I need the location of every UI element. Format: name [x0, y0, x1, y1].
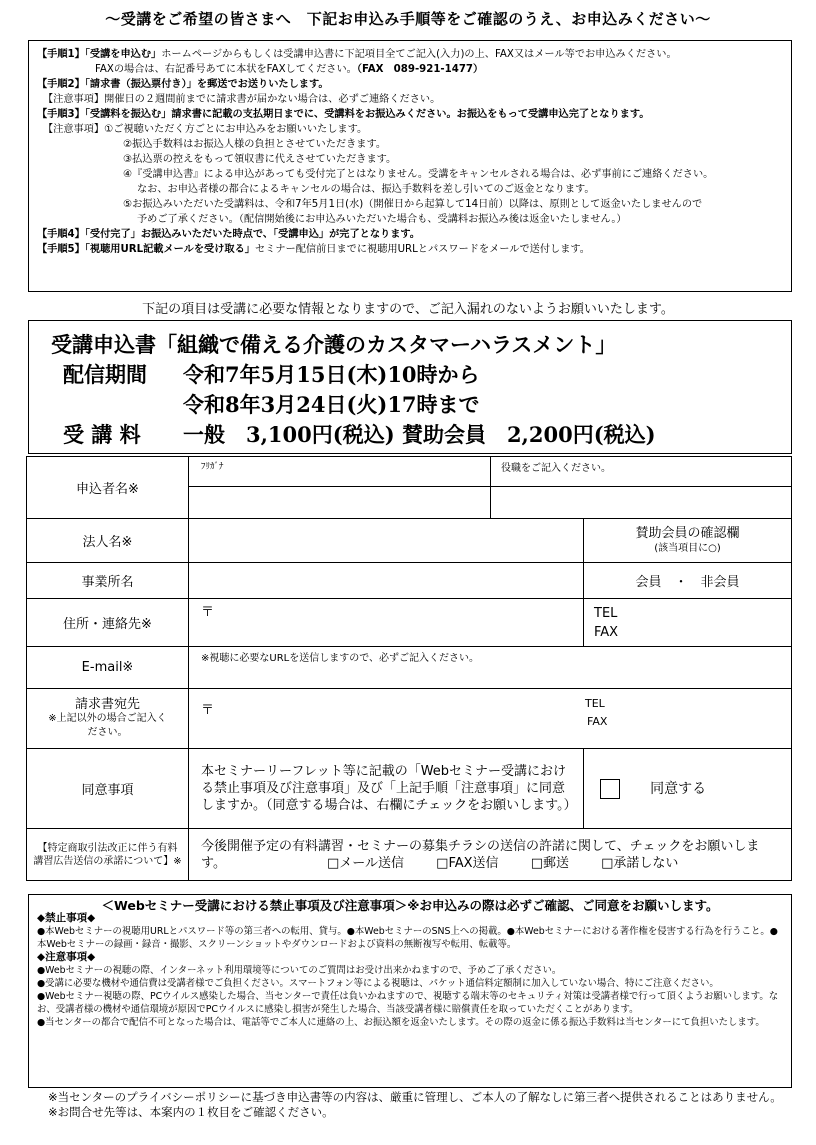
step2: 【手順2】「請求書（振込票付き）」を郵送でお送りいたします。: [37, 79, 329, 90]
step1-title: 【手順1】「受講を申込む」: [37, 49, 162, 60]
fax-label: FAX: [594, 624, 619, 640]
application-form: [26, 456, 792, 881]
step5-title: 【手順5】「視聴用URL記載メールを受け取る」: [37, 244, 255, 255]
note-title: ◆注意事項◆: [37, 951, 96, 963]
email-note: ※視聴に必要なURLを送信しますので、必ずご記入ください。: [201, 653, 480, 664]
law-text: 今後開催予定の有料講習・セミナーの募集チラシの送信の許諾に関して、チェックをお願いします。: [201, 838, 760, 871]
corp-field[interactable]: [189, 519, 584, 563]
step1-fax-text: FAXの場合は、右記番号あてに本状をFAXしてください。: [95, 64, 357, 75]
address-field[interactable]: [189, 599, 584, 647]
email-label: E-mail※: [27, 647, 189, 689]
email-field[interactable]: [189, 647, 792, 689]
billing-label: 請求書宛先: [74, 696, 140, 712]
position-field[interactable]: [491, 457, 792, 487]
office-field[interactable]: [189, 563, 584, 599]
step1-text: ホームページからもしくは受講申込書に下記項目全てご記入(入力)の上、FAX又はメール等でお申込みください。: [161, 49, 677, 60]
postal-mark: 〒: [201, 605, 215, 620]
ban-title: ◆禁止事項◆: [37, 912, 96, 924]
rules-box: [28, 894, 792, 1088]
procedure-box: [28, 40, 792, 292]
corp-label: 法人名※: [27, 519, 189, 563]
billing-field[interactable]: [189, 689, 792, 749]
law-label: 【特定商取引法改正に伴う有料講習広告送信の承諾について】※: [27, 829, 189, 881]
step3-note5: ⑤お振込みいただいた受講料は、令和7年5月1日(水)（開催日から起算して14日前）以降は、原則として返金いたしませんので: [123, 199, 703, 210]
step2-note: 【注意事項】開催日の２週間前までに請求書が届かない場合は、必ずご連絡ください。: [43, 94, 441, 105]
period-label: 配信期間: [63, 362, 147, 387]
consent-check-cell[interactable]: [584, 749, 792, 829]
applicant-name-field[interactable]: [189, 487, 491, 519]
fee-text: 一般 3,100円(税込) 賛助会員 2,200円(税込): [183, 422, 656, 447]
member-check-header: [584, 519, 792, 563]
period-end: 令和8年3月24日(火)17時まで: [183, 392, 480, 417]
option-decline[interactable]: □承諾しない: [601, 855, 679, 871]
tel-label: TEL: [594, 605, 618, 621]
position-name-field[interactable]: [491, 487, 792, 519]
step4: 【手順4】「受付完了」お振込みいただいた時点で、「受講申込」が完了となります。: [37, 229, 420, 240]
step3: 【手順3】「受講料を振込む」請求書に記載の支払期日までに、受講料をお振込みください。お振込をもって受講申込完了となります。: [37, 109, 650, 120]
consent-text: 本セミナーリーフレット等に記載の「Webセミナー受講における禁止事項及び注意事項」及び「上記手順「注意事項」に同意しますか。（同意する場合は、右欄にチェックをお願いします。）: [189, 749, 584, 829]
billing-fax: FAX: [587, 715, 608, 728]
rules-header: ＜Webセミナー受講における禁止事項及び注意事項＞※お申込みの際は必ずご確認、ご同意をお願いします。: [101, 898, 719, 913]
note-3: ●Webセミナー視聴の際、PCウイルス感染した場合、当センターで責任は負いかねますので、視聴する端末等のセキュリティ対策は受講者様で行って頂くようお願いします。なお、受講者様の機材や通信環境が原因でPCウイルスに感染し損害が発生した場合、当該受講者様に賠償責任を取っていただくことがあります。: [37, 991, 779, 1015]
note-1: ●Webセミナーの視聴の際、インターネット利用環境等についてのご質問はお受け出来かねますので、予めご了承ください。: [37, 965, 562, 976]
option-fax[interactable]: □FAX送信: [436, 855, 499, 871]
note-2: ●受講に必要な機材や通信費は受講者様でご負担ください。スマートフォン等による視聴は、パケット通信料定額制に加入していない場合、特にご注意ください。: [37, 978, 719, 989]
furigana-label: ﾌﾘｶﾞﾅ: [201, 462, 224, 472]
privacy-footer: ※当センターのプライバシーポリシーに基づき申込書等の内容は、厳重に管理し、ご本人の了解なしに第三者へ提供されることはありません。※お問合せ先等は、本案内の１枚目をご確認ください。: [48, 1090, 782, 1119]
fee-label: 受 講 料: [63, 422, 141, 447]
step3-note5b: 予めご了承ください。（配信開始後にお申込みいただいた場合も、受講料お振込み後は返金いたしません。）: [137, 214, 627, 225]
billing-label-cell: [27, 689, 189, 749]
billing-postal: 〒: [201, 703, 215, 718]
billing-tel: TEL: [585, 697, 605, 710]
fill-note: 下記の項目は受講に必要な情報となりますので、ご記入漏れのないようお願いいたします。: [142, 302, 674, 317]
note-4: ●当センターの都合で配信不可となった場合は、電話等でご本人に連絡の上、お振込額を返金いたします。その際の返金に係る振込手数料は当センターにて負担いたします。: [37, 1017, 765, 1028]
option-mail[interactable]: □メール送信: [327, 855, 405, 871]
billing-sub: ※上記以外の場合ご記入ください。: [48, 712, 167, 738]
fax-number: （FAX 089-921-1477）: [356, 64, 484, 75]
law-options: [201, 855, 779, 872]
step5-text: セミナー配信前日までに視聴用URLとパスワードをメールで送付します。: [254, 244, 590, 255]
option-post[interactable]: □郵送: [530, 855, 569, 871]
period-start: 令和7年5月15日(木)10時から: [183, 362, 480, 387]
member-check-title: 賛助会員の確認欄: [635, 525, 740, 541]
agree-label: 同意する: [650, 780, 707, 797]
office-label: 事業所名: [27, 563, 189, 599]
title-box: [28, 320, 792, 454]
member-select[interactable]: 会員 ・ 非会員: [584, 563, 792, 599]
member-check-sub: (該当項目に○): [654, 542, 721, 554]
law-cell: [189, 829, 792, 881]
position-label: 役職をご記入ください。: [501, 463, 611, 474]
form-title: 受講申込書「組織で備える介護のカスタマーハラスメント」: [51, 332, 617, 357]
step3-note2: ②振込手数料はお振込人様の負担とさせていただきます。: [123, 139, 387, 150]
furigana-field[interactable]: [189, 457, 491, 487]
applicant-label: 申込者名※: [27, 457, 189, 519]
step3-note4: ④『受講申込書』による申込があっても受付完了とはなりません。受講をキャンセルされる場合は、必ず事前にご連絡ください。: [123, 169, 714, 180]
step3-note3: ③払込票の控えをもって領収書に代えさせていただきます。: [123, 154, 397, 165]
page-header: ～受講をご希望の皆さまへ 下記お申込み手順等をご確認のうえ、お申込みください～: [105, 10, 711, 28]
step3-note1: 【注意事項】①ご視聴いただく方ごとにお申込みをお願いいたします。: [43, 124, 368, 135]
address-label: 住所・連絡先※: [27, 599, 189, 647]
address-contact[interactable]: [584, 599, 792, 647]
ban-text: ●本Webセミナーの視聴用URLとパスワード等の第三者への転用、貸与。●本WebセミナーのSNS上への掲載。●本Webセミナーにおける著作権を侵害する行為を行うこと。●本Webセミナーの録画・録音・撮影、スクリーンショットやダウンロードおよび資料の無断複写や転用、転載等。: [37, 926, 778, 950]
consent-label: 同意事項: [27, 749, 189, 829]
step3-note4b: なお、お申込者様の都合によるキャンセルの場合は、振込手数料を差し引いてのご返金となります。: [137, 184, 595, 195]
consent-checkbox[interactable]: [600, 779, 620, 799]
